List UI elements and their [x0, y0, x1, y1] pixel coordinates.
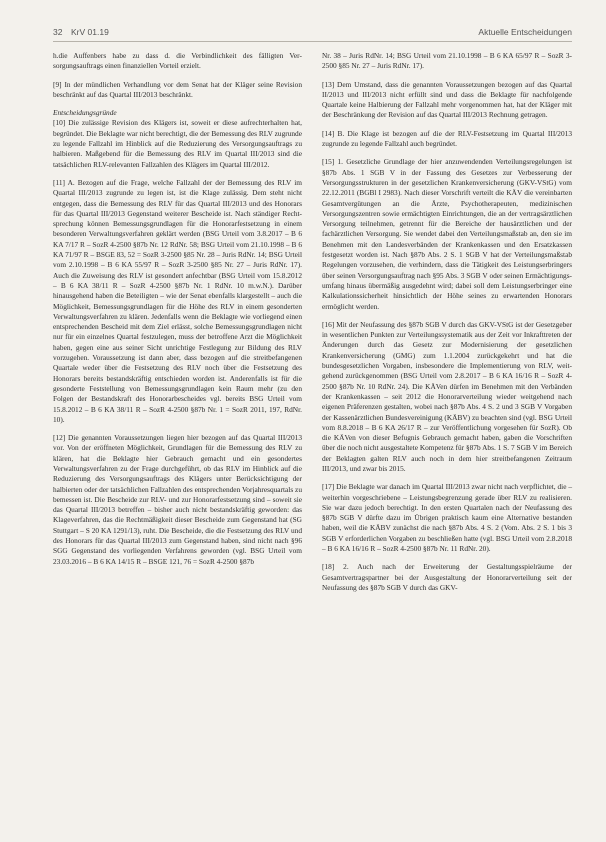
section-heading: Entscheidungsgründe: [53, 108, 117, 118]
paragraph-18: [18] 2. Auch nach der Erweiterung der Gestaltungsspielräume der Gesamtvertragspartner bei der Ausgestaltung der Honorarverteilung seit der Neufassung des §87b SGB V durch das GKV-: [322, 562, 572, 592]
paragraph-12: [12] Die genannten Voraussetzungen liegen hier bezogen auf das Quartal III/2013 vor. Von der eröffneten Möglichkeit, Grundlagen für die Bemessung des RLV zu klären, hat die Beklagte hier Gebrauch gemacht und ein gesondertes Verwaltungsverfahren zu der Frage durchgeführt, ob das RLV im Hinblick auf die Reduzierung des Versorgungsauftrags des Klägers unter Berücksichtigung der halbierten oder der tatsächlichen Fallzahlen des entsprechenden Vorjahresquartals zu bemessen ist. Die Bescheide zur RLV- und zur Honorarfestsetzung sind – soweit sie das Quartal III/2013 betreffen – bisher auch nicht bestandskräftig geworden: das Klageverfahren, das die Rechtmäßigkeit dieser Bescheide zum Gegenstand hat (SG Stuttgart – S 20 KA 1291/13), ruht. Die Bescheide, die die Festsetzung des RLV und des Honorars für das Quartal III/2013 zum Gegenstand haben, sind nicht nach §96 SGG Gegenstand des vorliegenden Verfahrens geworden (vgl. BSG Urteil vom 23.03.2016 – B 6 KA 14/15 R – BSGE 121, 76 = SozR 4-2500 §87b: [53, 433, 302, 566]
header-rule: [53, 41, 572, 42]
page-number: 32: [53, 27, 63, 37]
paragraph-10: [10] Die zulässige Revision des Klägers ist, soweit er diese aufrechterhalten hat, begründet. Die Beklagte war nicht berechtigt, die der Bemessung des RLV zugrunde zu legende Fallzahl im Hinblick auf die Reduzierung des Versorgungsauftrags zu halbieren. Maßgebend für die Bemessung des RLV im Quartal III/2013 sind die tatsächlichen RLV-relevanten Fallzahlen des Klägers im Quartal III/2012.: [53, 118, 302, 169]
left-column: [53, 51, 302, 575]
paragraph-9: [9] In der mündlichen Verhandlung vor dem Senat hat der Kläger seine Revision beschränkt auf das Quartal III/2013 beschränkt.: [53, 79, 302, 99]
paragraph-11: [11] A. Bezogen auf die Frage, welche Fallzahl der der Bemessung des RLV im Quartal III/2013 zugrunde zu legen ist, ist die Klage zulässig. Dem steht nicht entgegen, dass die Bemessung des RLV für das Quartal III/2013 und des Honorars für das Quartal III/2013 Gegenstand weiterer Bescheide ist. Nach ständiger Rechtsprechung können Bemessungsgrundlagen für die Honorarfestsetzung in einem besonderen Verwaltungsverfahren geklärt werden (BSG Urteil vom 3.8.2017 – B 6 KA 7/17 R – SozR 4-2500 §87b Nr. 12 RdNr. 58; BSG Urteil vom 21.10.1998 – B 6 KA 71/97 R – BSGE 83, 52 = SozR 3-2500 §85 Nr. 28 – Juris RdNr. 14; BSG Urteil vom 2.10.1998 – B 6 KA 55/97 R – SozR 3-2500 §85 Nr. 27 – Juris RdNr. 17). Auch die Zuweisung des RLV ist gesondert anfechtbar (BSG Urteil vom 15.8.2012 – B 6 KA 38/11 R – SozR 4-2500 §87b Nr. 1 RdNr. 10 m.w.N.). Darüber hinausgehend haben die Beteiligten – wie der Senat ebenfalls klargestellt – auch die Möglichkeit, Bemessungsgrundlagen für die Höhe des RLV in einem gesonderten Verwaltungsverfahren zu klären. Jedenfalls wenn die Beklagte wie vorliegend einen entsprechenden Bescheid mit dem Ziel erlässt, solche Bemessungsgrundlagen nicht nur für ein einzelnes Quartal festzulegen, muss der betroffene Arzt die Möglichkeit haben, gegen eine aus seiner Sicht unrichtige Festlegung zur Bildung des RLV vorzugehen. Voraussetzung ist dann aber, dass bezogen auf die streitbefangenen Quartale weder über die Festsetzung des RLV noch über die Festsetzung des Honorars bereits bestandskräftig entschieden worden ist. Anderenfalls ist für die gesonderte Feststellung von Bemessungsgrundlagen kein Raum mehr (zu den Folgen der Bestandskraft des Honorarbescheides vgl. bereits BSG Urteil vom 15.8.2012 – B 6 KA 38/11 R – SozR 4-2500 §87b Nr. 1 = SozR 2011, 197, RdNr. 10).: [53, 177, 302, 424]
section-title: Aktuelle Entscheidungen: [478, 27, 572, 37]
paragraph-17: [17] Die Beklagte war danach im Quartal III/2013 zwar nicht nach verpflichtet, die – weiterhin vorgeschriebene – Leistungsbegrenzung gerade über RLV zu realisieren. Sie war dazu jedoch berechtigt. In den ersten Quartalen nach der Neufassung des §87b SGB V dürfte dazu im Übrigen praktisch kaum eine Alternative bestanden haben, weil die KÄBV zunächst die nach §87b Abs. 4 S. 2 (Vom. Abs. 2 S. 1 bis 3 SGB V erforderlichen Vorgaben zu beschließen hatte (vgl. BSG Urteil vom 2.8.2018 – B 6 KA 16/16 R – SozR 4-2500 §87b Nr. 11 RdNr. 20).: [322, 482, 572, 554]
paragraph-16: [16] Mit der Neufassung des §87b SGB V durch das GKV-VStG ist der Gesetzgeber in wesentlichen Punkten zur Verteilungssystematik aus der Zeit vor Inkrafttreten der Änderungen durch das Gesetz zur Modernisierung der gesetzlichen Krankenversicherung (GMG) zum 1.1.2004 zurückgekehrt und hat die bundesgesetzlichen Vorgaben, insbesondere die Implementierung von RLV, weitgehend zurückgenommen (BSG Urteil vom 2.8.2017 – B 6 KA 16/16 R – SozR 4-2500 §87b Nr. 10 RdNr. 24). Die KÄVen dürfen im Benehmen mit den Verbänden der Krankenkassen – seit 2012 die Honorarverteilung wieder weitgehend nach eigenen Präferenzen gestalten, wobei nach §87b Abs. 4 S. 2 und 3 SGB V Vorgaben der Kassenärztlichen Bundesvereinigung (KÄBV) zu beachten sind (vgl. BSG Urteil vom 8.8.2018 – B 6 KA 26/17 R – zur Veröffentlichung vorgesehen für SozR). Ob die KÄVen von dieser Befugnis Gebrauch gemacht haben, gaben die Vorschriften über die noch nicht ausgestaltete Kompetenz für §87b Abs. 1 S. 7 SGB V im Bereich der Beklagten galten RLV auch noch in dem hier streitbefangenen Zeitraum III/2013, und zwar bis 2015.: [322, 319, 572, 473]
paragraph-continued: Nr. 38 – Juris RdNr. 14; BSG Urteil vom 21.10.1998 – B 6 KA 65/97 R – SozR 3-2500 §85 Nr. 27 – Juris RdNr. 17).: [322, 51, 572, 71]
paragraph-13: [13] Dem Umstand, dass die genannten Voraussetzungen bezogen auf das Quartal II/2013 und III/2013 nicht erfüllt sind und dass die Beklagte für nachfolgende Quartale keine Halbierung der Fallzahl mehr vorgenommen hat, hat der Kläger mit der Beschränkung der Revision auf das Quartal III/2013 Rechnung getragen.: [322, 79, 572, 120]
paragraph-14: [14] B. Die Klage ist bezogen auf die der RLV-Festsetzung im Quartal III/2013 zugrunde zu legende Fallzahl auch begründet.: [322, 128, 572, 149]
right-column: [322, 51, 572, 601]
paragraph-15: [15] 1. Gesetzliche Grundlage der hier anzuwendenden Verteilungsregelungen ist §87b Abs. 1 SGB V in der Fassung des Gesetzes zur Verbesserung der Versorgungsstrukturen in der gesetzlichen Krankenversicherung (GKV-VStG) vom 22.12.2011 (BGBl I 2983). Nach dieser Vorschrift verteilt die KÄV die vereinbarten Gesamtvergütungen an die Ärzte, Psychotherapeuten, medizinischen Versorgungszentren sowie ermächtigten Einrichtungen, die an der vertragsärztlichen Versorgung teilnehmen, getrennt für die Bereiche der hausärztlichen und der fachärztlichen Versorgung. Sie wendet dabei den Verteilungsmaßstab an, den sie im Benehmen mit den Landesverbänden der Krankenkassen und den Ersatzkassen festgesetzt worden ist. Nach §87b Abs. 2 S. 1 SGB V hat der Verteilungsmaßstab Regelungen vorzusehen, die verhindern, dass die Tätigkeit des Leistungserbringers über seinen Versorgungsauftrag nach §95 Abs. 3 SGB V oder seinen Ermächtigungsumfang hinaus übermäßig ausgedehnt wird; dabei soll dem Leistungserbringer eine Kalkulationssicherheit hinsichtlich der Höhe seines zu erwartenden Honorars ermöglicht werden.: [322, 157, 572, 311]
paragraph-intro: h.die Auffenbers habe zu dass d. die Verbindlichkeit des fälligten Versorgungsauftrags einen finanziellen Vorteil erzielt.: [53, 51, 302, 71]
page-header: [53, 27, 572, 41]
journal-name: KrV 01.19: [71, 27, 109, 37]
